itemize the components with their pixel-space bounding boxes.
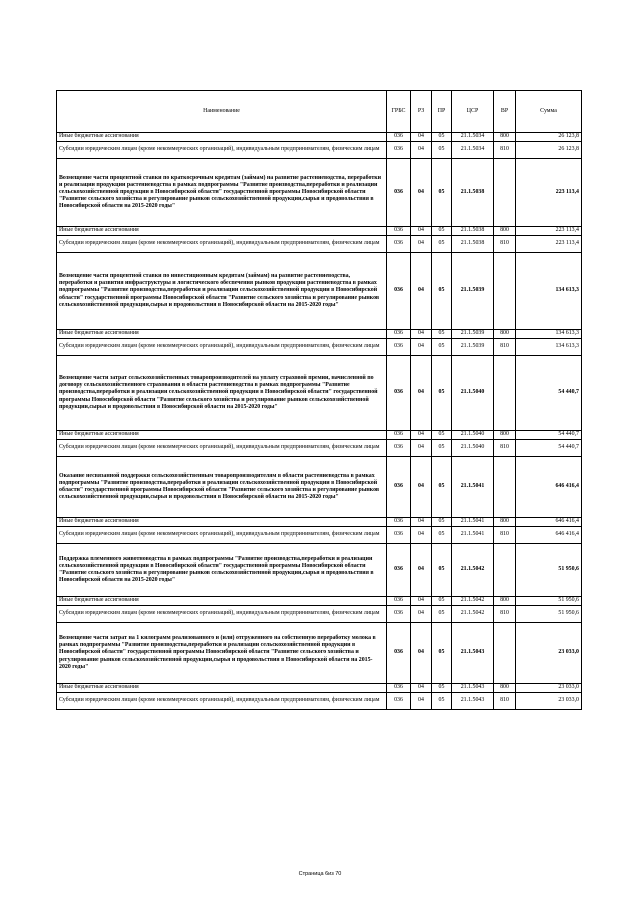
cell-rz: 04: [411, 606, 432, 623]
cell-rz: 04: [411, 339, 432, 356]
cell-rz: 04: [411, 253, 432, 330]
cell-csr: 21.1.5042: [452, 606, 494, 623]
cell-vr: 810: [494, 142, 516, 159]
cell-pr: 05: [432, 159, 452, 227]
cell-grbs: 036: [387, 457, 411, 518]
table-row: [57, 159, 582, 227]
cell-sum: 223 113,4: [516, 227, 582, 236]
cell-sum: 54 440,7: [516, 431, 582, 440]
table-body: [57, 133, 582, 710]
cell-rz: 04: [411, 684, 432, 693]
header-vr: ВР: [494, 91, 516, 133]
cell-rz: 04: [411, 227, 432, 236]
header-rz: РЗ: [411, 91, 432, 133]
cell-grbs: 036: [387, 227, 411, 236]
cell-grbs: 036: [387, 253, 411, 330]
cell-vr: 810: [494, 440, 516, 457]
cell-sum: 223 113,4: [516, 159, 582, 227]
cell-sum: 646 416,4: [516, 527, 582, 544]
cell-rz: 04: [411, 518, 432, 527]
table-row: [57, 431, 582, 440]
cell-pr: 05: [432, 142, 452, 159]
cell-sum: 51 950,6: [516, 544, 582, 597]
table-row: [57, 440, 582, 457]
cell-name: Субсидии юридическим лицам (кроме некоммерческих организаций), индивидуальным предпринимателям, физическим лицам: [57, 693, 387, 710]
cell-pr: 05: [432, 693, 452, 710]
cell-csr: 21.1.5043: [452, 623, 494, 684]
cell-csr: 21.1.5041: [452, 527, 494, 544]
cell-grbs: 036: [387, 527, 411, 544]
cell-rz: 04: [411, 527, 432, 544]
cell-vr: 810: [494, 606, 516, 623]
cell-pr: 05: [432, 623, 452, 684]
cell-rz: 04: [411, 142, 432, 159]
cell-pr: 05: [432, 339, 452, 356]
cell-rz: 04: [411, 356, 432, 431]
cell-rz: 04: [411, 440, 432, 457]
cell-pr: 05: [432, 544, 452, 597]
table-row: [57, 133, 582, 142]
cell-pr: 05: [432, 236, 452, 253]
cell-vr: [494, 623, 516, 684]
cell-pr: 05: [432, 597, 452, 606]
cell-name: Субсидии юридическим лицам (кроме некоммерческих организаций), индивидуальным предпринимателям, физическим лицам: [57, 440, 387, 457]
cell-sum: 51 950,6: [516, 606, 582, 623]
cell-grbs: 036: [387, 142, 411, 159]
cell-rz: 04: [411, 693, 432, 710]
cell-vr: [494, 356, 516, 431]
cell-csr: 21.1.5038: [452, 236, 494, 253]
cell-grbs: 036: [387, 330, 411, 339]
cell-grbs: 036: [387, 440, 411, 457]
cell-sum: 223 113,4: [516, 236, 582, 253]
cell-name: Иные бюджетные ассигнования: [57, 227, 387, 236]
table-row: [57, 356, 582, 431]
header-name: Наименование: [57, 91, 387, 133]
cell-csr: 21.1.5043: [452, 693, 494, 710]
cell-vr: 800: [494, 518, 516, 527]
cell-sum: 26 123,8: [516, 142, 582, 159]
cell-sum: 23 033,0: [516, 623, 582, 684]
cell-vr: 800: [494, 330, 516, 339]
cell-sum: 26 123,8: [516, 133, 582, 142]
cell-grbs: 036: [387, 339, 411, 356]
cell-vr: 810: [494, 236, 516, 253]
cell-rz: 04: [411, 623, 432, 684]
cell-grbs: 036: [387, 606, 411, 623]
cell-csr: 21.1.5043: [452, 684, 494, 693]
budget-table: [56, 90, 582, 710]
table-row: [57, 457, 582, 518]
cell-name: Иные бюджетные ассигнования: [57, 133, 387, 142]
cell-name: Возмещение части затрат сельскохозяйственных товаропроизводителей на уплату страховой премии, начисленной по договору сельскохозяйственного страхования в области растениеводства в рамках подпрограммы "Развитие производства,переработки и реализации сельскохозяйственной продукции в Новосибирской области" государственной программы Новосибирской области "Развитие сельского хозяйства и регулирование рынков сельскохозяйственной продукции,сырья и продовольствия в Новосибирской области на 2015-2020 годы": [57, 356, 387, 431]
table-row: [57, 693, 582, 710]
cell-rz: 04: [411, 236, 432, 253]
cell-grbs: 036: [387, 159, 411, 227]
cell-csr: 21.1.5041: [452, 518, 494, 527]
cell-name: Иные бюджетные ассигнования: [57, 684, 387, 693]
budget-table-sheet: [56, 90, 581, 710]
cell-grbs: 036: [387, 684, 411, 693]
cell-csr: 21.1.5039: [452, 339, 494, 356]
cell-sum: 54 440,7: [516, 440, 582, 457]
table-row: [57, 227, 582, 236]
cell-grbs: 036: [387, 518, 411, 527]
cell-csr: 21.1.5040: [452, 356, 494, 431]
cell-rz: 04: [411, 133, 432, 142]
table-row: [57, 606, 582, 623]
cell-grbs: 036: [387, 597, 411, 606]
cell-grbs: 036: [387, 431, 411, 440]
cell-sum: 23 033,0: [516, 693, 582, 710]
cell-rz: 04: [411, 330, 432, 339]
page-number: Страница 6из 70: [298, 871, 342, 877]
table-header-row: [57, 91, 582, 133]
cell-pr: 05: [432, 431, 452, 440]
header-csr: ЦСР: [452, 91, 494, 133]
cell-sum: 134 613,3: [516, 253, 582, 330]
cell-name: Иные бюджетные ассигнования: [57, 330, 387, 339]
cell-sum: 23 033,0: [516, 684, 582, 693]
cell-csr: 21.1.5041: [452, 457, 494, 518]
table-row: [57, 518, 582, 527]
cell-csr: 21.1.5040: [452, 431, 494, 440]
cell-pr: 05: [432, 518, 452, 527]
cell-grbs: 036: [387, 623, 411, 684]
cell-pr: 05: [432, 133, 452, 142]
table-row: [57, 544, 582, 597]
cell-pr: 05: [432, 684, 452, 693]
cell-sum: 54 440,7: [516, 356, 582, 431]
cell-vr: 800: [494, 597, 516, 606]
cell-sum: 134 613,3: [516, 339, 582, 356]
cell-vr: 800: [494, 227, 516, 236]
cell-name: Субсидии юридическим лицам (кроме некоммерческих организаций), индивидуальным предпринимателям, физическим лицам: [57, 606, 387, 623]
cell-vr: [494, 457, 516, 518]
header-sum: Сумма: [516, 91, 582, 133]
table-row: [57, 142, 582, 159]
cell-name: Иные бюджетные ассигнования: [57, 597, 387, 606]
cell-name: Возмещение части процентной ставки по инвестиционным кредитам (займам) на развитие растениеводства, переработки и развития инфраструктуры и логистического обеспечения рынков продукции растениеводства в рамках подпрограммы "Развитие производства,переработки и реализации сельскохозяйственной продукции в Новосибирской области" государственной программы Новосибирской области "Развитие сельского хозяйства и регулирование рынков сельскохозяйственной продукции,сырья и продовольствия в Новосибирской области на 2015-2020 годы": [57, 253, 387, 330]
cell-vr: 810: [494, 693, 516, 710]
cell-name: Субсидии юридическим лицам (кроме некоммерческих организаций), индивидуальным предпринимателям, физическим лицам: [57, 339, 387, 356]
cell-vr: 800: [494, 431, 516, 440]
cell-grbs: 036: [387, 693, 411, 710]
cell-csr: 21.1.5039: [452, 253, 494, 330]
header-grbs: ГРБС: [387, 91, 411, 133]
cell-sum: 646 416,4: [516, 518, 582, 527]
cell-grbs: 036: [387, 544, 411, 597]
cell-rz: 04: [411, 431, 432, 440]
cell-rz: 04: [411, 544, 432, 597]
cell-pr: 05: [432, 356, 452, 431]
cell-csr: 21.1.5034: [452, 133, 494, 142]
cell-name: Поддержка племенного животноводства в рамках подпрограммы "Развитие производства,переработки и реализации сельскохозяйственной продукции в Новосибирской области" государственной программы Новосибирской области "Развитие сельского хозяйства и регулирование рынков сельскохозяйственной продукции,сырья и продовольствия в Новосибирской области на 2015-2020 годы": [57, 544, 387, 597]
cell-csr: 21.1.5042: [452, 597, 494, 606]
cell-sum: 134 613,3: [516, 330, 582, 339]
cell-pr: 05: [432, 440, 452, 457]
cell-name: Оказание несвязанной поддержки сельскохозяйственным товаропроизводителям в области растениеводства в рамках подпрограммы "Развитие производства,переработки и реализации сельскохозяйственной продукции в Новосибирской области" государственной программы Новосибирской области "Развитие сельского хозяйства и регулирование рынков сельскохозяйственной продукции,сырья и продовольствия в Новосибирской области на 2015-2020 годы": [57, 457, 387, 518]
cell-csr: 21.1.5038: [452, 227, 494, 236]
cell-pr: 05: [432, 330, 452, 339]
cell-name: Субсидии юридическим лицам (кроме некоммерческих организаций), индивидуальным предпринимателям, физическим лицам: [57, 527, 387, 544]
table-row: [57, 684, 582, 693]
cell-vr: 800: [494, 684, 516, 693]
cell-rz: 04: [411, 457, 432, 518]
cell-csr: 21.1.5038: [452, 159, 494, 227]
cell-pr: 05: [432, 253, 452, 330]
table-row: [57, 597, 582, 606]
cell-grbs: 036: [387, 236, 411, 253]
cell-grbs: 036: [387, 133, 411, 142]
table-row: [57, 527, 582, 544]
cell-name: Субсидии юридическим лицам (кроме некоммерческих организаций), индивидуальным предпринимателям, физическим лицам: [57, 142, 387, 159]
cell-vr: 810: [494, 527, 516, 544]
cell-name: Возмещение части процентной ставки по краткосрочным кредитам (займам) на развитие растениеводства, переработки и реализации продукции растениеводства в рамках подпрограммы "Развитие производства,переработки и реализации сельскохозяйственной продукции в Новосибирской области" государственной программы Новосибирской области "Развитие сельского хозяйства и регулирование рынков сельскохозяйственной продукции,сырья и продовольствия в Новосибирской области на 2015-2020 годы": [57, 159, 387, 227]
cell-grbs: 036: [387, 356, 411, 431]
cell-name: Субсидии юридическим лицам (кроме некоммерческих организаций), индивидуальным предпринимателям, физическим лицам: [57, 236, 387, 253]
table-row: [57, 236, 582, 253]
cell-vr: [494, 159, 516, 227]
cell-csr: 21.1.5034: [452, 142, 494, 159]
cell-pr: 05: [432, 527, 452, 544]
cell-sum: 646 416,4: [516, 457, 582, 518]
table-row: [57, 330, 582, 339]
cell-csr: 21.1.5040: [452, 440, 494, 457]
table-row: [57, 339, 582, 356]
cell-vr: 810: [494, 339, 516, 356]
cell-pr: 05: [432, 227, 452, 236]
cell-vr: [494, 544, 516, 597]
cell-name: Иные бюджетные ассигнования: [57, 431, 387, 440]
cell-rz: 04: [411, 597, 432, 606]
cell-sum: 51 950,6: [516, 597, 582, 606]
cell-rz: 04: [411, 159, 432, 227]
cell-name: Иные бюджетные ассигнования: [57, 518, 387, 527]
cell-vr: 800: [494, 133, 516, 142]
header-pr: ПР: [432, 91, 452, 133]
cell-vr: [494, 253, 516, 330]
cell-name: Возмещение части затрат на 1 килограмм реализованного и (или) отгруженного на собственную переработку молока в рамках подпрограммы "Развитие производства,переработки и реализации сельскохозяйственной продукции в Новосибирской области" государственной программы Новосибирской области "Развитие сельского хозяйства и регулирование рынков сельскохозяйственной продукции,сырья и продовольствия в Новосибирской области на 2015-2020 годы": [57, 623, 387, 684]
cell-csr: 21.1.5039: [452, 330, 494, 339]
cell-pr: 05: [432, 606, 452, 623]
table-row: [57, 623, 582, 684]
cell-pr: 05: [432, 457, 452, 518]
table-row: [57, 253, 582, 330]
cell-csr: 21.1.5042: [452, 544, 494, 597]
